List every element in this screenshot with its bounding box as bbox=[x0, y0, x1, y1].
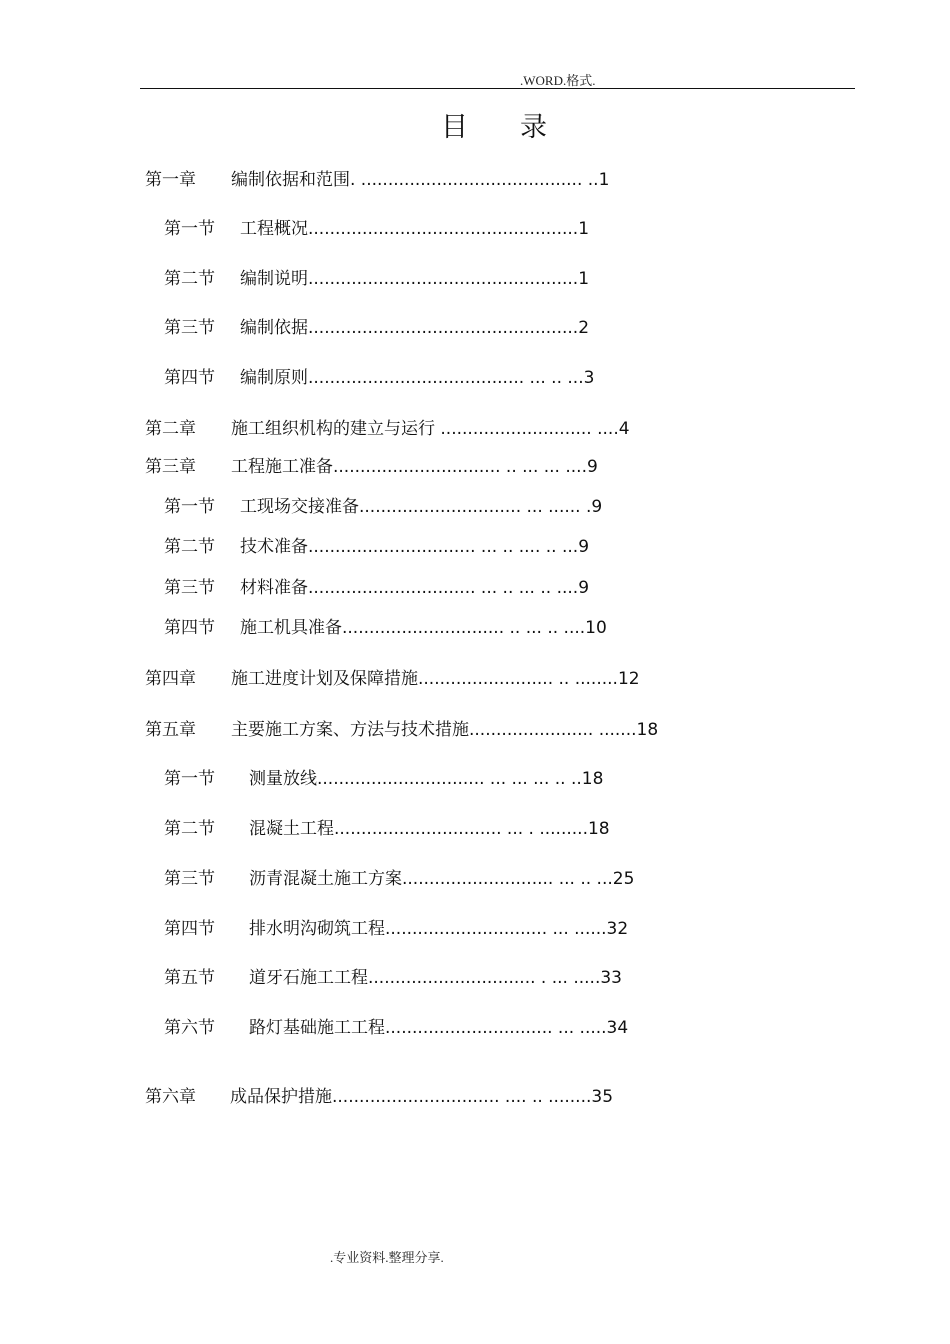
toc-entry-label: 混凝土工程............................... ... . .........18 bbox=[249, 819, 610, 839]
toc-title: 目录 bbox=[441, 112, 599, 143]
toc-entry-section[interactable] bbox=[164, 217, 590, 241]
toc-entry-label: 施工机具准备.............................. .. ... .. ....10 bbox=[240, 618, 607, 638]
toc-entry-number: 第三章 bbox=[145, 457, 196, 477]
toc-entry-label: 工程概况..................................................1 bbox=[240, 219, 590, 239]
toc-entry-label: 编制原则........................................ ... .. ...3 bbox=[240, 368, 595, 388]
toc-entry-number: 第二节 bbox=[164, 537, 215, 557]
toc-entry-label: 主要施工方案、方法与技术措施....................... .......18 bbox=[231, 720, 659, 740]
toc-entry-chapter-3[interactable] bbox=[145, 455, 598, 479]
toc-entry-label: 施工进度计划及保障措施......................... .. ........12 bbox=[231, 669, 640, 689]
toc-entry-section[interactable] bbox=[164, 917, 629, 941]
toc-entry-number: 第二节 bbox=[164, 819, 215, 839]
toc-entry-section[interactable] bbox=[164, 867, 635, 891]
toc-entry-chapter-5[interactable] bbox=[145, 718, 659, 742]
toc-entry-number: 第五章 bbox=[145, 720, 196, 740]
toc-entry-section[interactable] bbox=[164, 817, 610, 841]
toc-entry-section[interactable] bbox=[164, 316, 590, 340]
toc-entry-number: 第一节 bbox=[164, 769, 215, 789]
toc-entry-number: 第一节 bbox=[164, 219, 215, 239]
toc-entry-label: 路灯基础施工工程............................... ... .....34 bbox=[249, 1018, 629, 1038]
toc-entry-label: 成品保护措施............................... .... .. ........35 bbox=[230, 1087, 614, 1107]
toc-entry-number: 第五节 bbox=[164, 968, 215, 988]
toc-entry-number: 第四章 bbox=[145, 669, 196, 689]
toc-entry-chapter-1[interactable] bbox=[145, 168, 610, 192]
toc-entry-number: 第四节 bbox=[164, 618, 215, 638]
toc-entry-label: 沥青混凝土施工方案............................ ... .. ...25 bbox=[249, 869, 635, 889]
toc-entry-number: 第二章 bbox=[145, 419, 196, 439]
header-rule bbox=[140, 88, 855, 89]
toc-entry-label: 道牙石施工工程............................... . ... .....33 bbox=[249, 968, 622, 988]
toc-entry-section[interactable] bbox=[164, 366, 595, 390]
toc-entry-section[interactable] bbox=[164, 495, 603, 519]
toc-entry-section[interactable] bbox=[164, 966, 622, 990]
toc-entry-section[interactable] bbox=[164, 767, 604, 791]
toc-entry-number: 第二节 bbox=[164, 269, 215, 289]
toc-entry-number: 第六章 bbox=[145, 1087, 196, 1107]
toc-entry-label: 编制依据..................................................2 bbox=[240, 318, 590, 338]
toc-entry-label: 工现场交接准备.............................. ... ...... .9 bbox=[240, 497, 603, 517]
page-header-text: .WORD.格式. bbox=[520, 73, 596, 88]
toc-entry-chapter-2[interactable] bbox=[145, 417, 630, 441]
toc-entry-label: 排水明沟砌筑工程.............................. ... ......32 bbox=[249, 919, 629, 939]
toc-entry-number: 第四节 bbox=[164, 368, 215, 388]
page-footer-text: .专业资料.整理分享. bbox=[330, 1250, 444, 1265]
toc-entry-label: 编制说明..................................................1 bbox=[240, 269, 590, 289]
toc-entry-section[interactable] bbox=[164, 576, 590, 600]
toc-entry-section[interactable] bbox=[164, 267, 590, 291]
toc-entry-number: 第三节 bbox=[164, 318, 215, 338]
toc-entry-section[interactable] bbox=[164, 616, 607, 640]
toc-entry-number: 第一章 bbox=[145, 170, 196, 190]
toc-entry-label: 测量放线............................... ... ... ... .. ..18 bbox=[249, 769, 604, 789]
toc-entry-label: 施工组织机构的建立与运行 ............................ ....4 bbox=[231, 419, 630, 439]
toc-entry-number: 第三节 bbox=[164, 869, 215, 889]
toc-entry-label: 工程施工准备............................... .. ... ... ....9 bbox=[231, 457, 598, 477]
toc-entry-number: 第六节 bbox=[164, 1018, 215, 1038]
toc-entry-label: 材料准备............................... ... .. ... .. ....9 bbox=[240, 578, 590, 598]
toc-entry-number: 第三节 bbox=[164, 578, 215, 598]
toc-entry-number: 第一节 bbox=[164, 497, 215, 517]
toc-entry-section[interactable] bbox=[164, 1016, 629, 1040]
toc-entry-label: 编制依据和范围. ......................................... ..1 bbox=[231, 170, 610, 190]
toc-entry-number: 第四节 bbox=[164, 919, 215, 939]
toc-entry-chapter-4[interactable] bbox=[145, 667, 640, 691]
toc-entry-label: 技术准备............................... ... .. .... .. ...9 bbox=[240, 537, 590, 557]
toc-entry-chapter-6[interactable] bbox=[145, 1085, 614, 1109]
toc-entry-section[interactable] bbox=[164, 535, 590, 559]
